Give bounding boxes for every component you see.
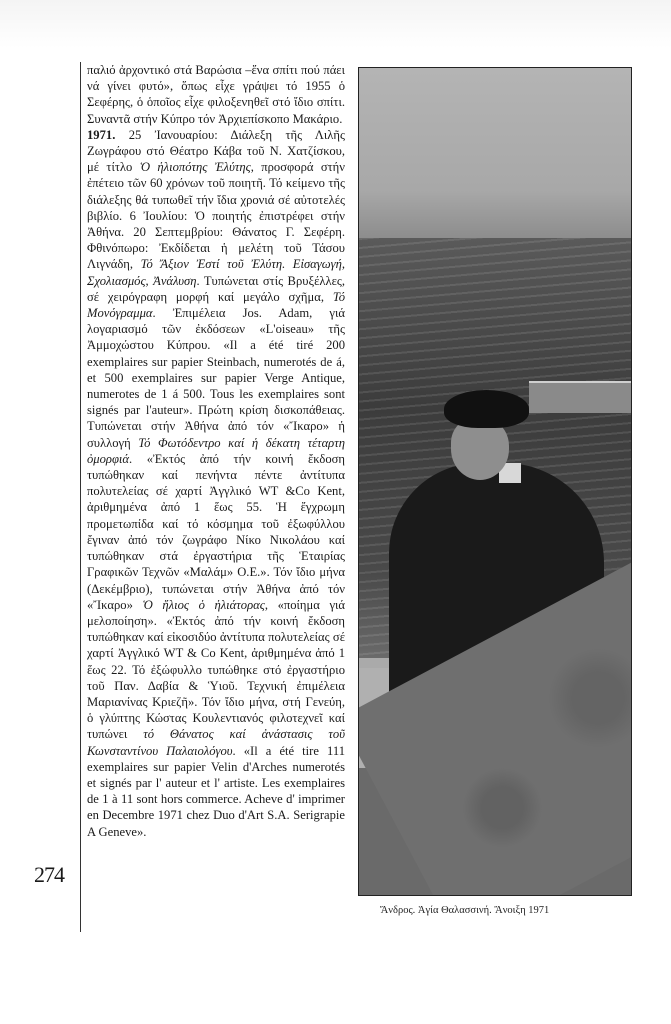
year-heading: 1971. <box>87 127 116 142</box>
paragraph-1: παλιό ἀρχοντικό στά Βαρώσια –ἕνα σπίτι πού πάει νά γίνει φυτό», ὅπως εἶχε γράψει τό 1955 ὁ Σεφέρης, ὁ ὁποῖος εἶχε φιλοξενηθεῖ στό ἴδιο σπίτι. Συναντᾶ στήν Κύπρο τόν Ἀρχιεπίσκοπο Μακάριο. <box>87 63 345 126</box>
photo-figure-beret <box>444 390 529 428</box>
title-italic: Τό Ἄξιον Ἐστί τοῦ Ἐλύτη. Εἰσαγωγή, Σχολιασμός, Ἀνάλυση <box>87 257 345 288</box>
title-italic: Τό Μονόγραμμα <box>87 289 345 321</box>
photo-sky <box>359 68 631 243</box>
page-number: 274 <box>34 862 64 887</box>
text-span: . Τυπώνεται στίς Βρυξέλλες, σέ χειρόγραφη μορφή καί μεγάλο σχῆμα, <box>87 273 346 304</box>
margin-rule <box>80 62 81 932</box>
text-span: . «Il a été tire 111 exemplaires sur papier Velin d'Arches numerotés et signés par l' auteur et l' artiste. Les exemplaires de 1 à 11 sont hors commerce. Acheve d' imprimer en Decembre 1971 chez Duo d'Art S.A. Serigrapie A Geneve». <box>87 743 345 839</box>
photograph <box>358 67 632 896</box>
text-span: . Ἐπιμέλεια Jos. Adam, γιά λογαριασμό τῶν ἐκδόσεων «L'oiseau» τῆς Ἀμμοχώστου Κύπρου. «Il a été tiré 200 exemplaires sur papier Steinbach, numerotés de á, et 500 exemplaires sur papier Verge Antique, numerotes de 1 á 500. Tous les exemplaires sont signés par l'auteur». Πρώτη κρίση δισκοπάθειας. Τυπώνεται στήν Ἀθήνα ἀπό τόν «Ἴκαρο» ἡ συλλογή <box>87 306 345 450</box>
body-text-column <box>87 62 345 840</box>
text-span: , «ποίημα γιά μελοποίηση». «Ἐκτός ἀπό τήν κοινή ἔκδοση τυπώθηκαν καί εἰκοσιδύο ἀντίτυπα πολυτελείας σέ χαρτί Ἀγγλικό WT & Co Kent, ἀριθμημένα ἀπό 1 ἕως 22. Τό ἐξώφυλλο τυπώθηκε στό ἐργαστήριο τοῦ Παν. Δαβία & Ὑιοῦ. Τεχνική ἐπιμέλεια Μαριανίνας Κριεζῆ». Τόν ἴδιο μήνα, στή Γενεύη, ὁ γλύπτης Κώστας Κουλεντιανός φιλοτεχνεῖ καί τυπώνει <box>87 597 346 742</box>
text-span: 25 Ἰανουαρίου: Διάλεξη τῆς Λιλῆς Ζωγράφου στό Θέατρο Κάβα τοῦ Ν. Χατζίσκου, μέ τίτλο <box>87 127 345 175</box>
text-span: . «Ἐκτός ἀπό τήν κοινή ἔκδοση τυπώθηκαν καί πενήντα πέντε ἀντίτυπα πολυτελείας σέ χαρτί Ἀγγλικό WT &Co Kent, ἀριθμημένα ἀπό 1 ἕως 55. Ἡ ἔγχρωμη προμετωπίδα καί τό κόσμημα τοῦ ἐξωφύλλου ἔγιναν ἀπό τόν ζωγράφο Νίκο Νικολάου καί τυπώθηκαν στά ἐργαστήρια τῆς Ἑταιρίας Γραφικῶν Τεχνῶν «Μαλάμ» Ο.Ε.». Τόν ἴδιο μήνα (Δεκέμβριο), τυπώνεται στήν Ἀθήνα ἀπό τόν «Ἴκαρο» <box>87 451 345 612</box>
title-italic: Ὁ ἡλιοπότης Ἐλύτης <box>139 160 251 175</box>
photo-caption: Ἄνδρος. Ἁγία Θαλασσινή. Ἄνοιξη 1971 <box>380 905 550 916</box>
title-italic: τό Θάνατος καί ἀνάστασις τοῦ Κωνσταντίνου Παλαιολόγου <box>87 727 345 758</box>
title-italic: Τό Φωτόδεντρο καί ἡ δέκατη τέταρτη ὀμορφιά <box>87 435 345 466</box>
scan-edge-shadow <box>0 0 671 48</box>
paragraph-1971 <box>87 127 345 840</box>
title-italic: Ὁ ἥλιος ὁ ἡλιάτορας <box>142 597 265 612</box>
photo-quay <box>529 381 632 413</box>
text-span: , προσφορά στήν ἐπέτειο τῶν 60 χρόνων τοῦ ποιητῆ. Τό κείμενο τῆς διάλεξης θά τυπωθεῖ τήν ἴδια χρονιά σέ αὐτοτελές βιβλίο. 6 Ἰουλίου: Ὁ ποιητής ἐπιστρέφει στήν Ἀθήνα. 20 Σεπτεμβρίου: Θάνατος Γ. Σεφέρη. Φθινόπωρο: Ἐκδίδεται ἡ μελέτη τοῦ Τάσου Λιγνάδη, <box>87 160 345 272</box>
